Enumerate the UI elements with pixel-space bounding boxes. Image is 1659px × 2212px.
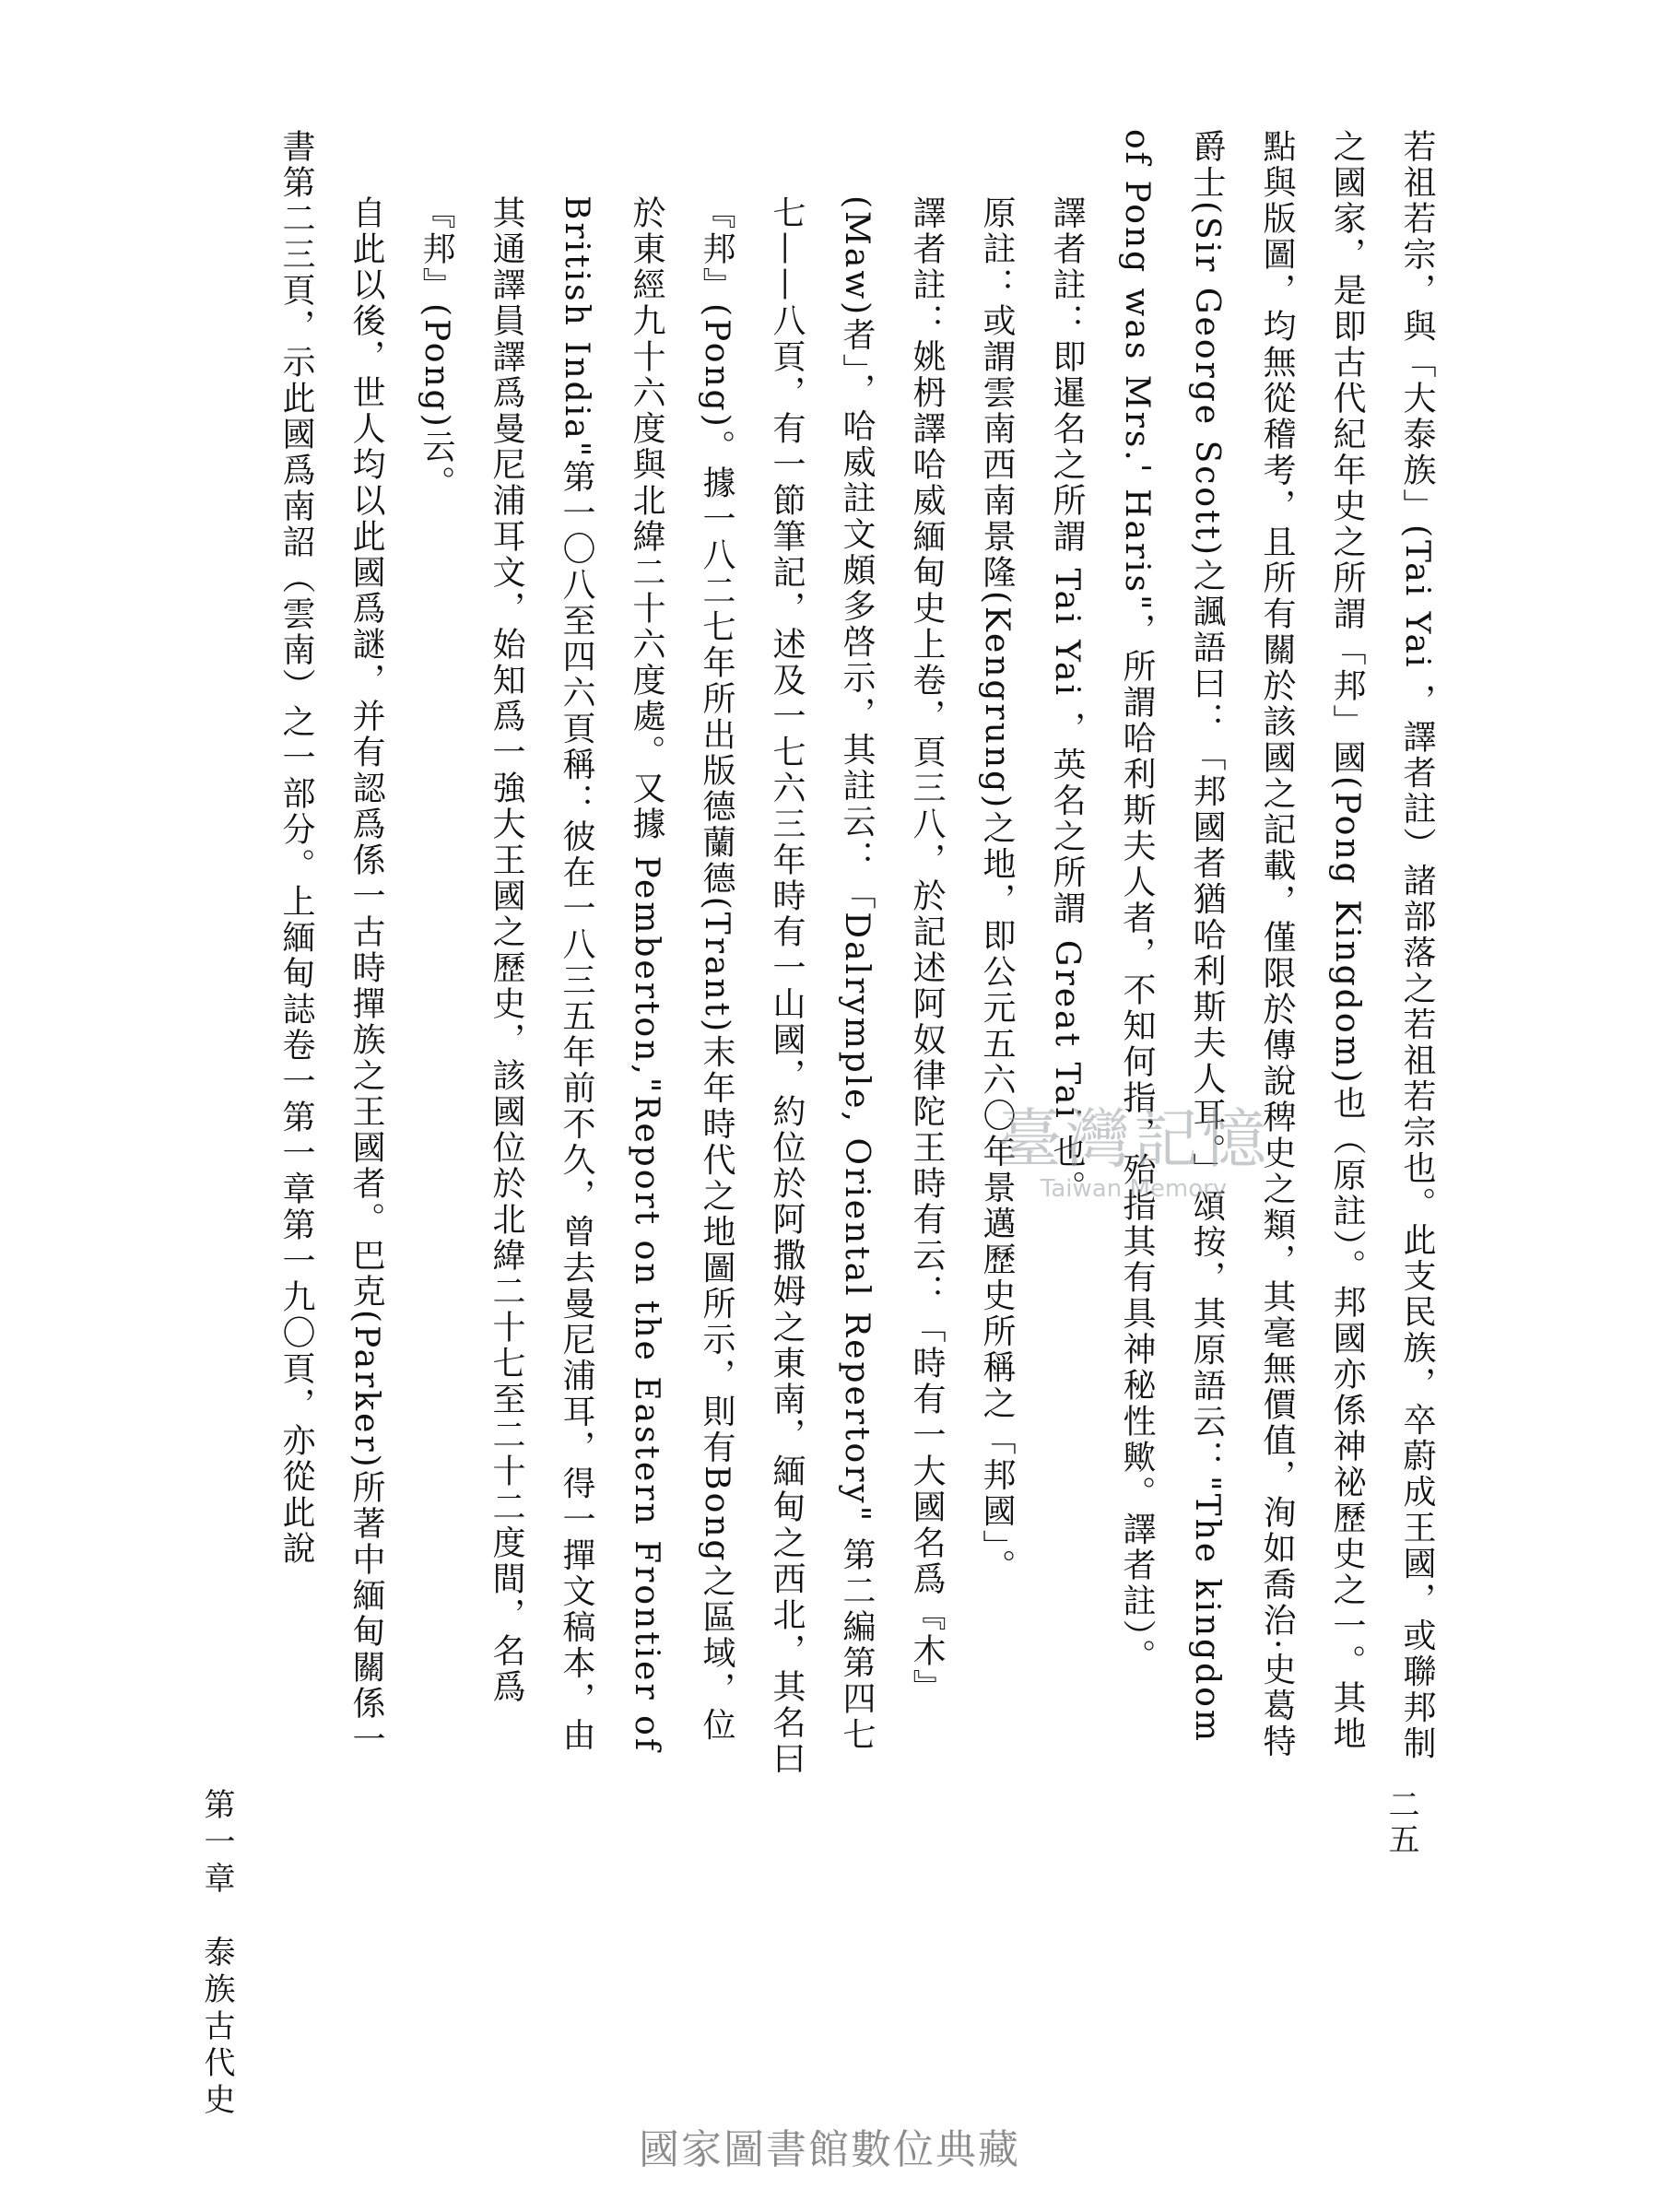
paragraph-2: 自此以後，世人均以此國爲謎，并有認爲係一古時撣族之王國者。巴克(Parker)所著中緬甸關係一書第二三頁，示此國爲南詔（雲南）之一部分。上緬甸誌卷一第一章第一九〇頁，亦從此說 bbox=[277, 129, 385, 1758]
translator-note-1: 譯者註：即暹名之所謂 Tai Yai ，英名之所謂 Great Tai 也。 bbox=[1048, 195, 1086, 1206]
page-body-text bbox=[180, 129, 1452, 1779]
original-note: 原註：或謂雲南西南景隆(Kengrung)之地，即公元五六〇年景邁歷史所稱之「邦國」。 bbox=[978, 195, 1016, 1585]
library-banner: 國家圖書館數位典藏 bbox=[639, 2126, 1020, 2173]
watermark-chinese: 臺灣記憶 bbox=[997, 1101, 1270, 1177]
watermark-english: Taiwan Memory bbox=[1040, 1175, 1228, 1203]
paragraph-1: 若祖若宗，與「大泰族」(Tai Yai ，譯者註）諸部落之若祖若宗也。此支民族，卒蔚成王國，或聯邦制之國家，是即古代紀年史之所謂「邦」國(Pong Kingdom)也（原註）。邦國亦係神祕歷史之一。其地點與版圖，均無從稽考，且所有關於該國之記載，僅限於傳說稗史之類，其毫無價值，洵如喬治·史葛特爵士(Sir George Scott)之諷語曰：「邦國者猶哈利斯夫人耳。」頌按，其原語云："The kingdom of Pong was Mrs.' Haris"，所謂哈利斯夫人者，不知何指，殆指其有具神秘性歟。譯者註）。 bbox=[1118, 129, 1436, 1762]
chapter-running-head: 第一章 泰族古代史 bbox=[198, 1788, 235, 2120]
page-number: 二五 bbox=[1382, 1788, 1419, 1858]
translator-note-2: 譯者註：姚枬譯哈威緬甸史上卷，頁三八，於記述阿奴律陀王時有云：「時有一大國名爲『木』(Maw)者」，哈威註文頗多啓示，其註云：「Dalrymple, Oriental Repertory" 第二編第四七七——八頁，有一節筆記，述及一七六三年時有一山國，約位於阿撒姆之東南，緬甸之西北，其名曰『邦』(Pong)。據一八二七年所出版德蘭德(Trant)末年時代之地圖所示，則有Bong之區域，位於東經九十六度與北緯二十六度處。又據 Pemberton,"Report on the Eastern Frontier of British India"第一〇八至四六頁稱：彼在一八三五年前不久，曾去曼尼浦耳，得一撣文稿本，由其通譯員譯爲曼尼浦耳文，始知爲一強大王國之歷史，該國位於北緯二十七至二十二度間，名爲『邦』(Pong)云。 bbox=[418, 195, 946, 1777]
taiwan-memory-watermark bbox=[968, 1088, 1300, 1203]
